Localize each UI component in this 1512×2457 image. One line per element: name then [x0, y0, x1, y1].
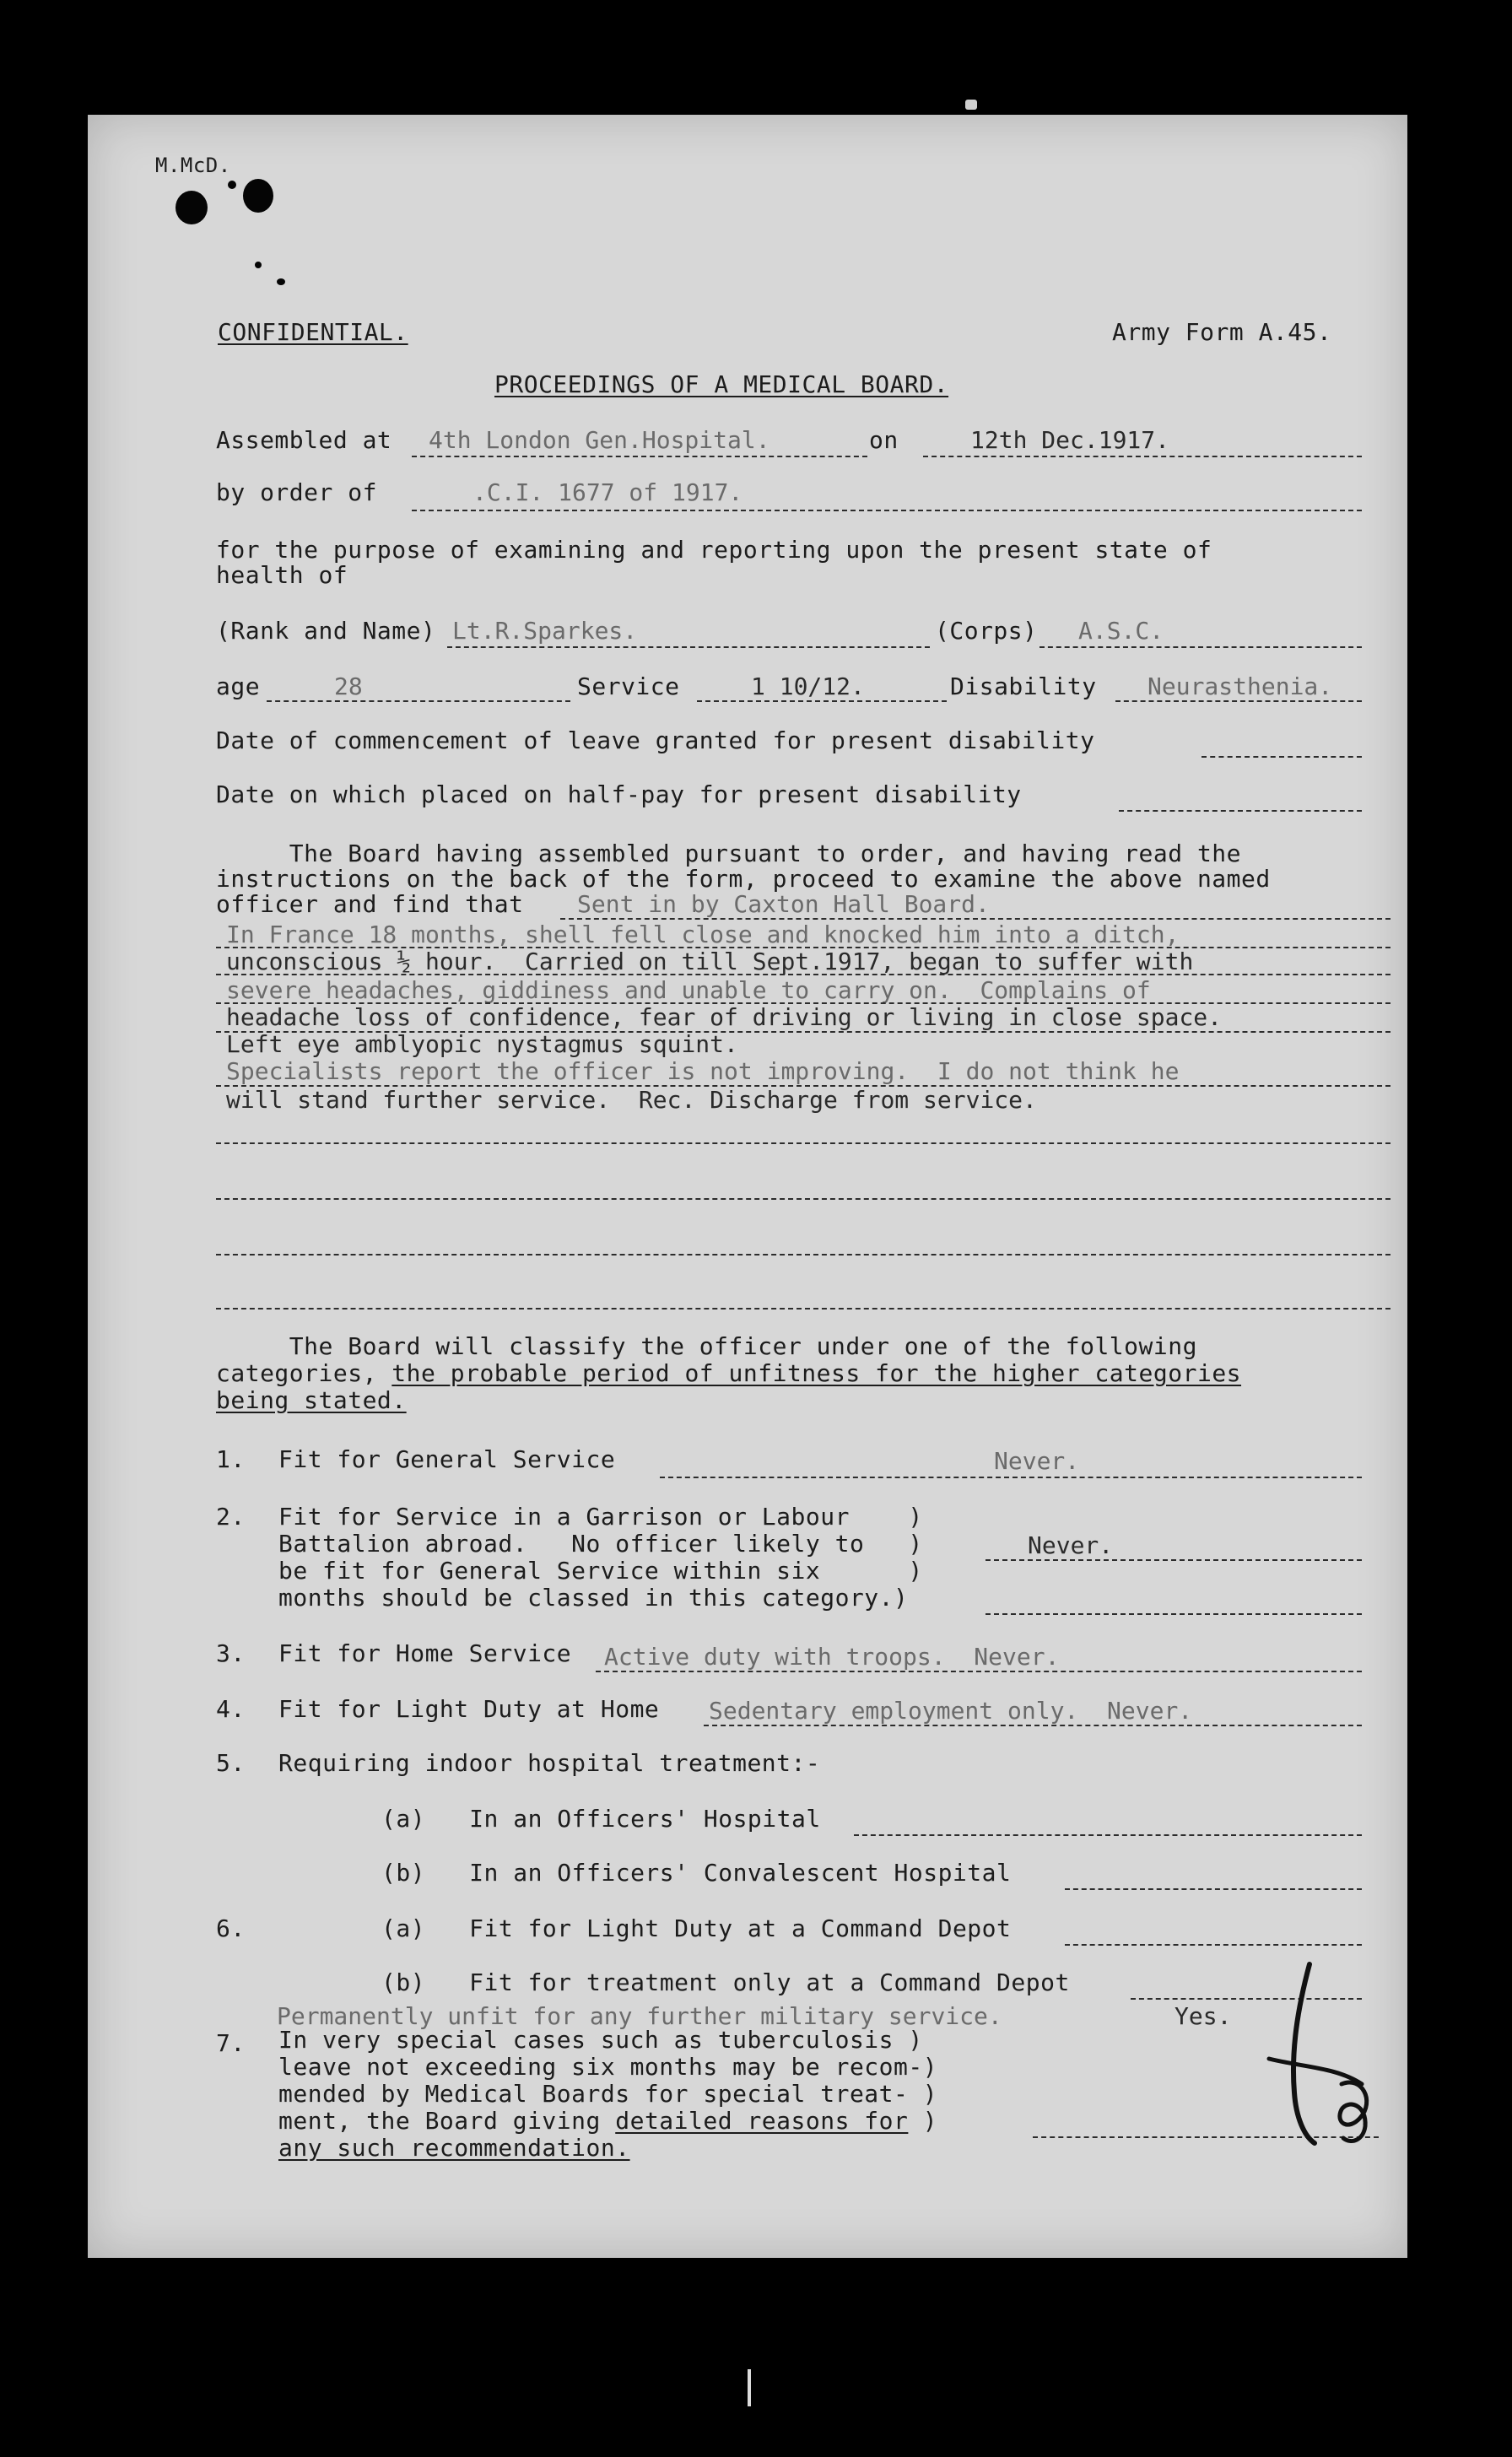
- order-label: by order of: [216, 478, 377, 506]
- purpose-text: health of: [216, 561, 348, 589]
- findings-text-line: headache loss of confidence, fear of driving or living in close space.: [226, 1003, 1223, 1031]
- findings-intro-value: Sent in by Caxton Hall Board.: [577, 890, 990, 918]
- findings-text-line: Left eye amblyopic nystagmus squint.: [226, 1030, 738, 1058]
- category-5a-label: (a) In an Officers' Hospital: [381, 1805, 821, 1833]
- dotted-rule: [1065, 1888, 1362, 1890]
- category-7-underlined: detailed reasons for: [615, 2107, 909, 2135]
- initials-stamp: M.McD.: [155, 154, 231, 177]
- ink-blot: [228, 181, 236, 189]
- dotted-rule: [216, 1254, 1390, 1256]
- dotted-rule: [216, 1308, 1390, 1310]
- classification-intro-underlined: the probable period of unfitness for the higher categories: [392, 1359, 1242, 1387]
- rank-name-label: (Rank and Name): [216, 617, 436, 645]
- dotted-rule: [1115, 700, 1362, 702]
- disability-value: Neurasthenia.: [1148, 672, 1333, 700]
- date-value: 12th Dec.1917.: [970, 426, 1170, 454]
- purpose-text: for the purpose of examining and reporting upon the present state of: [216, 536, 1212, 564]
- classification-intro-part: categories,: [216, 1359, 392, 1387]
- findings-intro: instructions on the back of the form, proceed to examine the above named: [216, 865, 1271, 893]
- category-4-label: Fit for Light Duty at Home: [278, 1695, 660, 1723]
- dotted-rule: [986, 1613, 1362, 1615]
- category-4-value: Sedentary employment only. Never.: [709, 1697, 1193, 1725]
- age-value: 28: [334, 672, 363, 700]
- category-7-text: leave not exceeding six months may be recom-): [278, 2053, 938, 2081]
- dotted-rule: [216, 1142, 1390, 1144]
- dotted-rule: [216, 974, 1390, 975]
- category-7-text-part: ): [908, 2107, 938, 2135]
- corps-value: A.S.C.: [1078, 617, 1164, 645]
- category-6-number: 6.: [216, 1914, 246, 1942]
- findings-text-line: severe headaches, giddiness and unable to carry on. Complains of: [226, 976, 1151, 1004]
- service-label: Service: [577, 672, 680, 700]
- category-7-text: [278, 2108, 937, 2135]
- dotted-rule: [923, 456, 1362, 457]
- category-7-number: 7.: [216, 2029, 246, 2057]
- category-1-value: Never.: [994, 1447, 1080, 1475]
- dotted-rule: [596, 1671, 1362, 1672]
- category-1-number: 1.: [216, 1445, 246, 1473]
- classification-intro: [216, 1360, 1241, 1387]
- army-form-number: Army Form A.45.: [1112, 318, 1332, 346]
- category-3-number: 3.: [216, 1639, 246, 1667]
- dotted-rule: [1040, 646, 1362, 648]
- permanently-unfit-value: Yes.: [1174, 2002, 1232, 2030]
- corps-label: (Corps): [935, 617, 1038, 645]
- order-value: .C.I. 1677 of 1917.: [472, 478, 743, 506]
- category-7-text: any such recommendation.: [278, 2134, 630, 2162]
- category-7-text-part: ment, the Board giving: [278, 2107, 616, 2135]
- dotted-rule: [697, 700, 947, 702]
- confidential-label: CONFIDENTIAL.: [218, 318, 408, 346]
- category-2-value: Never.: [1028, 1531, 1114, 1559]
- findings-text-line: In France 18 months, shell fell close and knocked him into a ditch,: [226, 921, 1180, 948]
- handwritten-initial-mark: [1261, 1958, 1387, 2152]
- category-2-text: be fit for General Service within six ): [278, 1557, 923, 1585]
- findings-text-line: Specialists report the officer is not improving. I do not think he: [226, 1057, 1180, 1085]
- assembled-value: 4th London Gen.Hospital.: [429, 426, 770, 454]
- dotted-rule: [1119, 810, 1362, 812]
- findings-text-line: will stand further service. Rec. Discharge from service.: [226, 1086, 1037, 1114]
- dotted-rule: [447, 646, 930, 648]
- half-pay-date-label: Date on which placed on half-pay for present disability: [216, 780, 1022, 808]
- rank-name-value: Lt.R.Sparkes.: [452, 617, 638, 645]
- dotted-rule: [412, 510, 1362, 511]
- classification-intro: The Board will classify the officer under one of the following: [216, 1332, 1197, 1360]
- category-2-number: 2.: [216, 1503, 246, 1531]
- disability-label: Disability: [950, 672, 1097, 700]
- dotted-rule: [1202, 756, 1362, 758]
- category-7-text: In very special cases such as tuberculosis ): [278, 2026, 923, 2054]
- dotted-rule: [216, 1198, 1390, 1200]
- border-mark: [748, 2369, 751, 2406]
- category-7-text: mended by Medical Boards for special treat- ): [278, 2080, 938, 2108]
- on-label: on: [869, 426, 899, 454]
- category-6a-label: (a) Fit for Light Duty at a Command Depot: [381, 1914, 1012, 1942]
- permanently-unfit-overtype: Permanently unfit for any further military service.: [277, 2002, 1002, 2030]
- category-3-label: Fit for Home Service: [278, 1639, 572, 1667]
- assembled-label: Assembled at: [216, 426, 392, 454]
- findings-intro: The Board having assembled pursuant to order, and having read the: [216, 840, 1242, 867]
- dotted-rule: [660, 1477, 1362, 1478]
- classification-intro: being stated.: [216, 1386, 407, 1414]
- findings-intro: officer and find that: [216, 890, 524, 918]
- service-value: 1 10/12.: [751, 672, 865, 700]
- form-title: PROCEEDINGS OF A MEDICAL BOARD.: [494, 370, 949, 398]
- category-3-value: Active duty with troops. Never.: [604, 1643, 1060, 1671]
- category-2-text: Battalion abroad. No officer likely to ): [278, 1530, 923, 1558]
- dotted-rule: [267, 700, 570, 702]
- dotted-rule: [704, 1725, 1362, 1726]
- leave-date-label: Date of commencement of leave granted for present disability: [216, 726, 1095, 754]
- category-4-number: 4.: [216, 1695, 246, 1723]
- category-6b-label: (b) Fit for treatment only at a Command Depot: [381, 1968, 1070, 1996]
- age-label: age: [216, 672, 261, 700]
- ink-blot: [176, 191, 208, 224]
- category-1-label: Fit for General Service: [278, 1445, 616, 1473]
- category-5-label: Requiring indoor hospital treatment:-: [278, 1749, 821, 1777]
- findings-text-line: unconscious ½ hour. Carried on till Sept.1917, began to suffer with: [226, 948, 1194, 975]
- border-mark: [965, 100, 977, 110]
- dotted-rule: [986, 1559, 1362, 1561]
- category-2-text: Fit for Service in a Garrison or Labour ): [278, 1503, 923, 1531]
- category-5-number: 5.: [216, 1749, 246, 1777]
- ink-blot: [255, 262, 262, 268]
- dotted-rule: [1065, 1944, 1362, 1946]
- dotted-rule: [854, 1834, 1362, 1836]
- dotted-rule: [560, 918, 1390, 920]
- category-2-text: months should be classed in this category.): [278, 1584, 909, 1612]
- category-5b-label: (b) In an Officers' Convalescent Hospital: [381, 1859, 1012, 1887]
- dotted-rule: [412, 456, 867, 457]
- ink-blot: [277, 278, 285, 285]
- ink-blot: [243, 179, 273, 213]
